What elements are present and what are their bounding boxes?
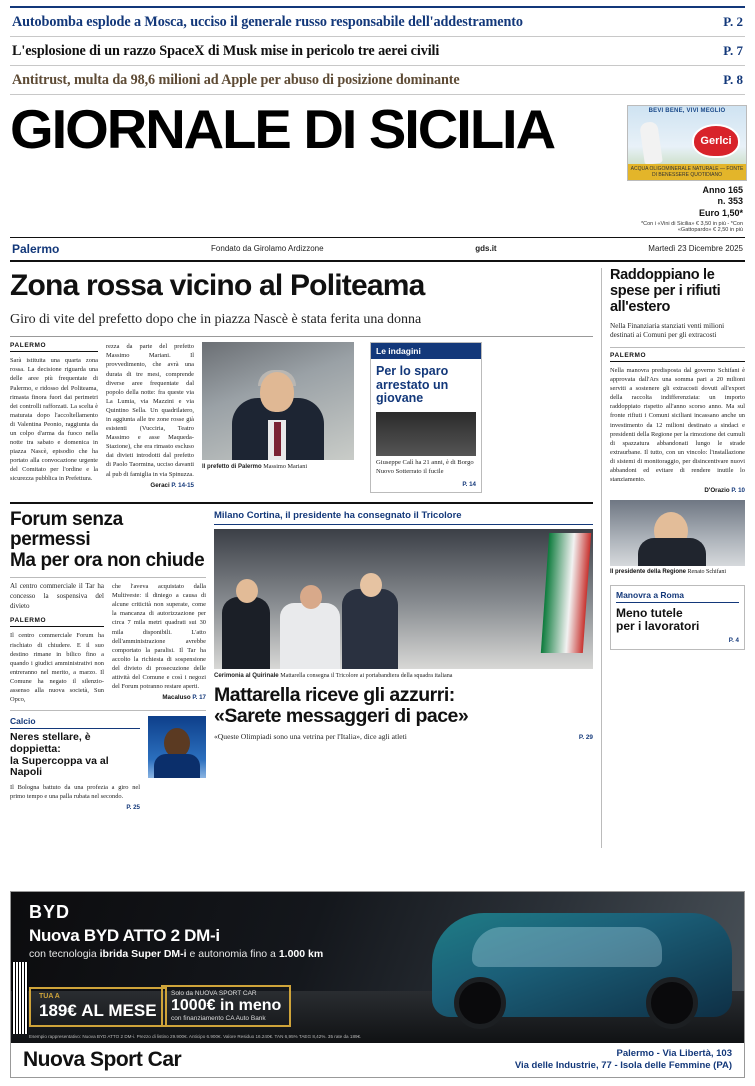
rifiuti-byline-page: P. 10 [731,487,745,495]
italian-flag-shape [541,533,591,653]
manovra-box-title-2: per i lavoratori [616,619,700,634]
main-content [10,268,745,848]
mattarella-photo[interactable] [214,529,593,669]
teaser-page: P. 2 [723,14,743,29]
teaser-text: L'esplosione di un razzo SpaceX di Musk mise in pericolo tre aerei civili [12,43,440,59]
forum-column-2 [112,582,206,704]
lead-photo[interactable] [202,342,354,460]
ad-sub-mid: e autonomia fino a [189,948,276,960]
schifani-caption-text: Renato Schifani [687,569,727,576]
barcode [12,962,28,1034]
issue-price: Euro 1,50* [698,207,743,218]
issue-date: Martedì 23 Dicembre 2025 [648,244,743,254]
calcio-kicker: Calcio [10,716,140,729]
mattarella-deck: «Queste Olimpiadi sono una vetrina per l'Italia», dice agli atleti [214,731,407,741]
forum-kicker: PALERMO [10,617,104,627]
lead-byline [106,482,194,489]
calcio-title-2[interactable]: la Supercoppa va al Napoli [10,754,109,779]
ad-price-box [29,987,167,1027]
ad-headline: Nuova BYD ATTO 2 DM-i [29,926,220,945]
ad-visual [11,892,744,1043]
mattarella-caption-text: Mattarella consegna il Tricolore ai portabandiera della squadra italiana [280,672,453,679]
forum-deck: Al centro commerciale il Tar ha concesso la sospensiva del divieto [10,582,104,610]
manovra-box-header: Manovra a Roma [616,590,739,603]
teaser-item[interactable] [10,66,745,95]
mattarella-headline-1[interactable]: Mattarella riceve gli azzurri: [214,683,455,706]
indagini-box[interactable] [370,342,482,492]
lead-photo-caption-text: Massimo Mariani [263,463,308,471]
mattarella-photo-caption [214,672,593,679]
indagini-box-title: Per lo sparo arrestato un giovane [376,364,449,406]
secondary-stories [10,510,593,812]
water-bottle-icon [639,121,663,165]
indagini-box-page: P. 14 [462,480,476,488]
left-column [10,268,602,848]
calcio-body: Il Bologna battuto da una profezia a giro nel primo tempo e una palla rubata nel secondo. [10,784,140,801]
lead-byline-author: Geraci [150,481,170,489]
founder-line: Fondato da Girolamo Ardizzone [211,244,324,254]
rifiuti-byline [610,487,745,494]
forum-headline-1[interactable]: Forum senza permessi [10,508,123,551]
manovra-box-page: P. 4 [728,637,739,645]
issue-year: Anno 165 [702,185,743,195]
teaser-text: Antitrust, multa da 98,6 milioni ad Apple per abuso di posizione dominante [12,72,460,88]
ad-price-value: 189€ [39,1001,77,1020]
newspaper-logo: GIORNALE DI SICILIA [10,98,555,160]
masthead-advertisement[interactable] [627,105,747,181]
indagini-box-text: Giuseppe Calì ha 21 anni, è di Borgo Nuovo Sotterrato il fucile [376,458,474,475]
ad-dealer-footer [11,1043,744,1077]
photo-person-3-head [360,573,382,597]
ad-brand-badge: Gerlci [692,124,740,158]
photo-person-1 [222,597,270,669]
forum-body-1: Il centro commerciale Forum ha rischiato di chiudere. E il suo destino rimane in bilico fino a quando i giudici amministrativi non entreranno nel merito, a marzo. Il Comune ha negato il silenzio-assenso alla nuova società, Sun Opco, [10,632,104,704]
ad-legal-text: Esempio rappresentativo: Nuova BYD ATTO 2 DM-i. Prezzo di listino 29.900€. Anticipo 6.900€. Valore Residuo 16.240€. TAN 6,95% TAEG 8,42%. 35 rate da 189€. [29,1034,362,1039]
ad-subheadline [29,948,323,960]
calcio-text-block [10,716,140,811]
masthead-right [627,105,745,233]
calcio-divider [10,710,206,711]
lead-subheadline: Giro di vite del prefetto dopo che in piazza Nascè è stata ferita una donna [10,312,422,328]
forum-headline-2[interactable]: Ma per ora non chiude [10,549,205,571]
mattarella-caption-bold: Cerimonia al Quirinale [214,671,279,679]
photo-person-1-head [236,579,258,603]
photo-person-3 [342,589,398,669]
teaser-item[interactable] [10,8,745,37]
lead-byline-page: P. 14-15 [171,481,194,489]
lead-photo-caption-bold: Il prefetto di Palermo [202,464,262,471]
info-bar [10,237,745,262]
calcio-photo[interactable] [148,716,206,778]
rifiuti-deck: Nella Finanziaria stanziati venti milioni destinati ai Comuni per gli extracosti [610,321,725,340]
manovra-box[interactable] [610,585,745,650]
player-body-shape [154,754,200,778]
rifiuti-divider [610,347,745,348]
forum-column-1 [10,582,104,704]
price-fine-print: *Con i «Vini di Sicilia» € 3,50 in più - *Con «Gattopardo» € 2,50 in più [640,220,743,233]
ad-dealer-address [515,1048,732,1072]
ad-discount-box [161,985,291,1027]
manovra-box-title-1: Meno tutele [616,606,683,621]
car-wheel-rear [646,977,698,1029]
bottom-advertisement[interactable] [10,891,745,1078]
forum-byline-page: P. 17 [192,694,206,702]
ad-price-unit: AL MESE [81,1001,157,1020]
ad-dealer-name: Nuova Sport Car [23,1048,182,1071]
forum-byline [112,694,206,701]
lead-body-1: Sarà istituita una quarta zona rossa. La decisione riguarda una delle aree più frequentate di Palermo, e ridosso del Politeama, rimasta finora fuori dai perimetri dei controlli rafforzati. La scelta è maturata dopo l'accoltellamento di Valentina Peonio, raggiunta da un colpo d'arma da fuoco nella notte tra sabato e domenica in piazza Nascè, episodio che ha portato alla convocazione urgente del Comitato per l'ordine e la sicurezza pubblica in Prefettura. [10,357,98,483]
calcio-byline [10,804,140,811]
lead-article [10,336,593,492]
lead-headline[interactable]: Zona rossa vicino al Politeama [10,268,425,302]
ad-brand-name: BYD [29,902,71,922]
ad-top-text: BEVI BENE, VIVI MEGLIO [648,108,726,114]
mattarella-story [214,510,593,812]
photo-face-shape [260,372,294,412]
rifiuti-body: Nella manovra predisposta dal governo Schifani è approvata dall'Ars una somma pari a 20 milioni serviti a sostenere gli extracosti dovuti all'export della raccolta indifferenziata: un importo raddoppiato rispetto all'anno scorso anno. Ma sul fronte rifiuti i Comuni siciliani incassano anche un investimento da 12 milioni destinato a sindaci e presidenti della Regione per la rimozione dei cumuli di spazzatura abbandonati lungo le strade extraurbane. Il tutto, con un vincolo: l'installazione di sistemi di monitoraggio, per disincentivare nuovi abbandoni ed evitare di rendere inutile lo stanziamento. [610,367,745,484]
ad-discount-top: Solo da NUOVA SPORT CAR [171,990,257,997]
lead-photo-caption [202,463,354,472]
ad-discount-amount: 1000€ in meno [171,997,282,1014]
schifani-caption-bold: Il presidente della Regione [610,569,687,576]
lead-column-1 [10,342,98,492]
rifiuti-kicker: PALERMO [610,352,745,362]
mattarella-page: P. 29 [578,733,593,741]
rifiuti-byline-author: D'Orazio [704,487,730,495]
ad-price-label: TUA A [39,993,60,1000]
issue-number: n. 353 [717,196,743,207]
lead-photo-block [202,342,354,492]
lead-kicker: PALERMO [10,342,98,352]
indagini-box-header: Le indagini [371,343,481,359]
schifani-photo[interactable] [610,500,745,566]
mattarella-deck-row [214,732,593,741]
teaser-page: P. 7 [723,43,743,58]
mattarella-strap: Milano Cortina, il presidente ha consegnato il Tricolore [214,510,593,525]
forum-columns [10,582,206,704]
right-column [602,268,745,848]
lead-body-2: rezza da parte del prefetto Massimo Mariani. Il provvedimento, che avrà una durata di tre mesi, comprende diverse aree frequentate dal popolo della notte: fra queste via La Lumia, via Mazzini e via Quintino Sella. Un quadrilatero, in aggiunta alle tre zone rosse già esistenti (Vucciria, Teatro Massimo e asse Maqueda-Stazione), che era rimasto escluso dai divieti introdotti dal prefetto di Paolo Taormina, ucciso davanti al pub di famiglia in via Spinuzza. [106,343,194,478]
masthead-meta [627,185,745,233]
website-url[interactable]: gds.it [475,244,497,254]
schifani-caption [610,569,745,577]
photo-tie-shape [274,422,281,456]
teaser-text: Autobomba esplode a Mosca, ucciso il generale russo responsabile dell'addestramento [12,14,523,30]
teaser-item[interactable] [10,37,745,66]
calcio-story [10,716,206,811]
teaser-page: P. 8 [723,72,743,87]
ad-discount-sub: con finanziamento CA Auto Bank [171,1015,266,1022]
photo-person-2 [280,603,340,669]
newspaper-front-page [0,6,755,1086]
masthead-left [10,98,619,160]
forum-body-2: che l'aveva acquistato dalla Multiveste: il diniego a causa di alcune criticità non superate, come la mancanza di autorizzazione per circa 7 mila metri quadrati sui 30 mila disponibili. L'atto dell'amministrazione avrebbe comportato la paralisi. Il Tar ha accolto la richiesta di sospensione del divieto di prosecuzione delle attività del Comune e così i negozi del Forum potranno restare aperti. [112,583,206,691]
ad-sub-bold-2: 1.000 km [278,948,324,960]
schifani-suit-shape [638,538,706,566]
ad-sub-bold-1: ibrida Super DM-i [99,948,187,960]
ad-address-line-1: Palermo - Via Libertà, 103 [616,1048,732,1060]
rifiuti-title[interactable]: Raddoppiano le spese per i rifiuti all'estero [610,266,721,315]
teaser-strip [10,6,745,95]
section-divider [10,502,593,504]
masthead [10,95,745,233]
forum-divider [10,577,206,578]
car-wheel-front [454,977,506,1029]
ad-bottom-text: ACQUA OLIGOMINERALE NATURALE — FONTE DI BENESSERE QUOTIDIANO [628,164,746,180]
photo-person-2-head [300,585,322,609]
ad-address-line-2: Via delle Industrie, 77 - Isola delle Femmine (PA) [514,1060,732,1071]
lead-column-2 [106,342,194,492]
calcio-page: P. 25 [126,804,140,812]
edition-city: Palermo [12,241,60,256]
indagini-box-photo [376,412,476,456]
forum-byline-author: Macaluso [162,694,191,702]
mattarella-headline-2[interactable]: «Sarete messaggeri di pace» [214,704,469,727]
forum-story [10,510,206,812]
calcio-title-1[interactable]: Neres stellare, è doppietta: [10,731,91,755]
ad-sub-prefix: con tecnologia [29,948,97,960]
